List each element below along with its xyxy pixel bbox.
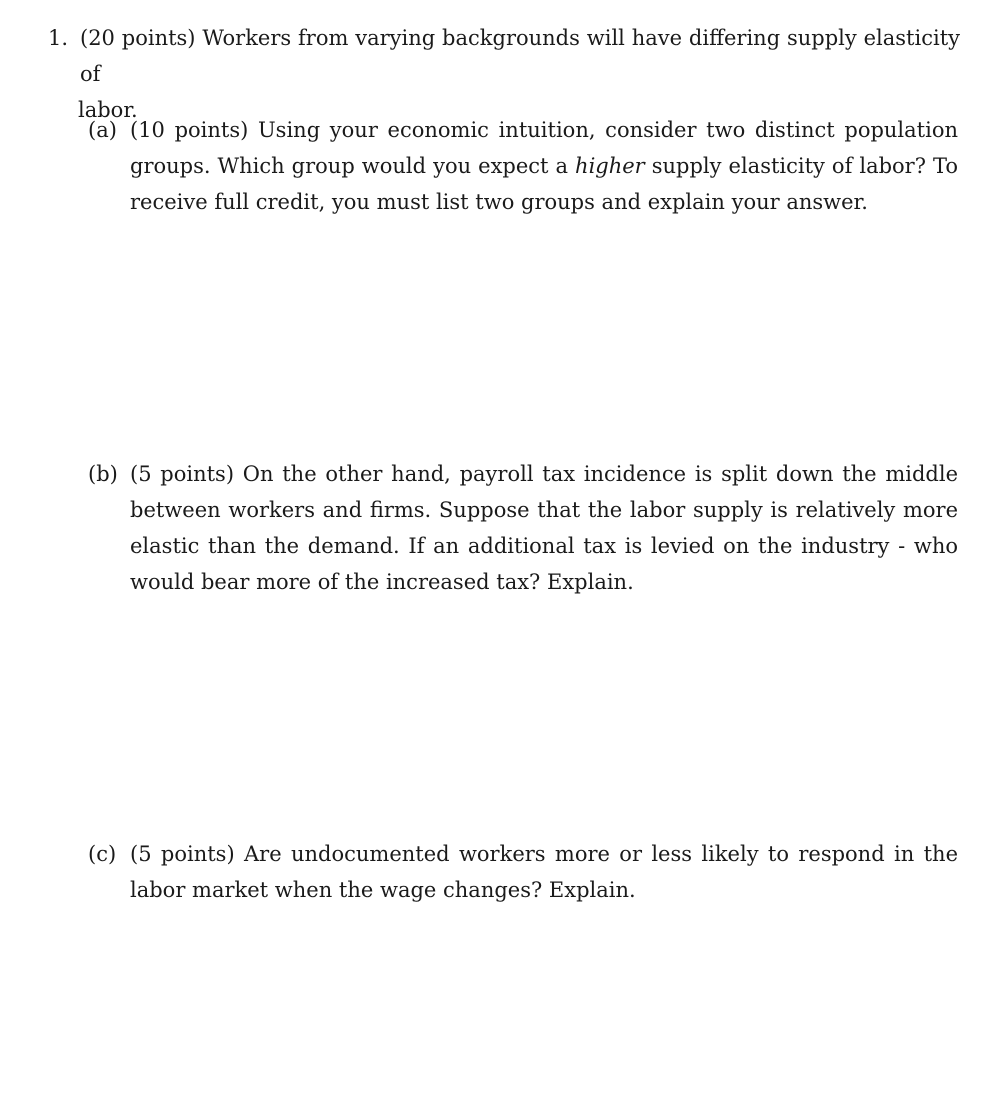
question-header <box>48 20 960 92</box>
part-a-text-before: (10 points) Using your economic intuition, consider two distinct population groups. Which group would you expect a <box>130 118 958 178</box>
part-a <box>88 112 958 220</box>
part-a-prompt <box>130 112 958 220</box>
part-c <box>88 836 958 908</box>
question-prompt-line-1: (20 points) Workers from varying backgrounds will have differing supply elasticity of <box>80 26 960 86</box>
question-prompt-line-2: labor. <box>78 98 138 122</box>
part-b-label: (b) <box>88 462 118 486</box>
part-c-prompt: (5 points) Are undocumented workers more or less likely to respond in the labor market when the wage changes? Explain. <box>130 842 958 902</box>
part-b-prompt: (5 points) On the other hand, payroll tax incidence is split down the middle between workers and firms. Suppose that the labor supply is relatively more elastic than the demand. If an additional tax is levied on the industry - who would bear more of the increased tax? Explain. <box>130 462 958 594</box>
part-a-emphasis: higher <box>575 154 645 178</box>
question-number: 1. <box>48 26 69 50</box>
part-a-label: (a) <box>88 118 117 142</box>
part-a-text-after: supply elasticity of labor? To receive full credit, you must list two groups and explain your answer. <box>130 154 959 214</box>
part-c-label: (c) <box>88 842 117 866</box>
part-b <box>88 456 958 600</box>
